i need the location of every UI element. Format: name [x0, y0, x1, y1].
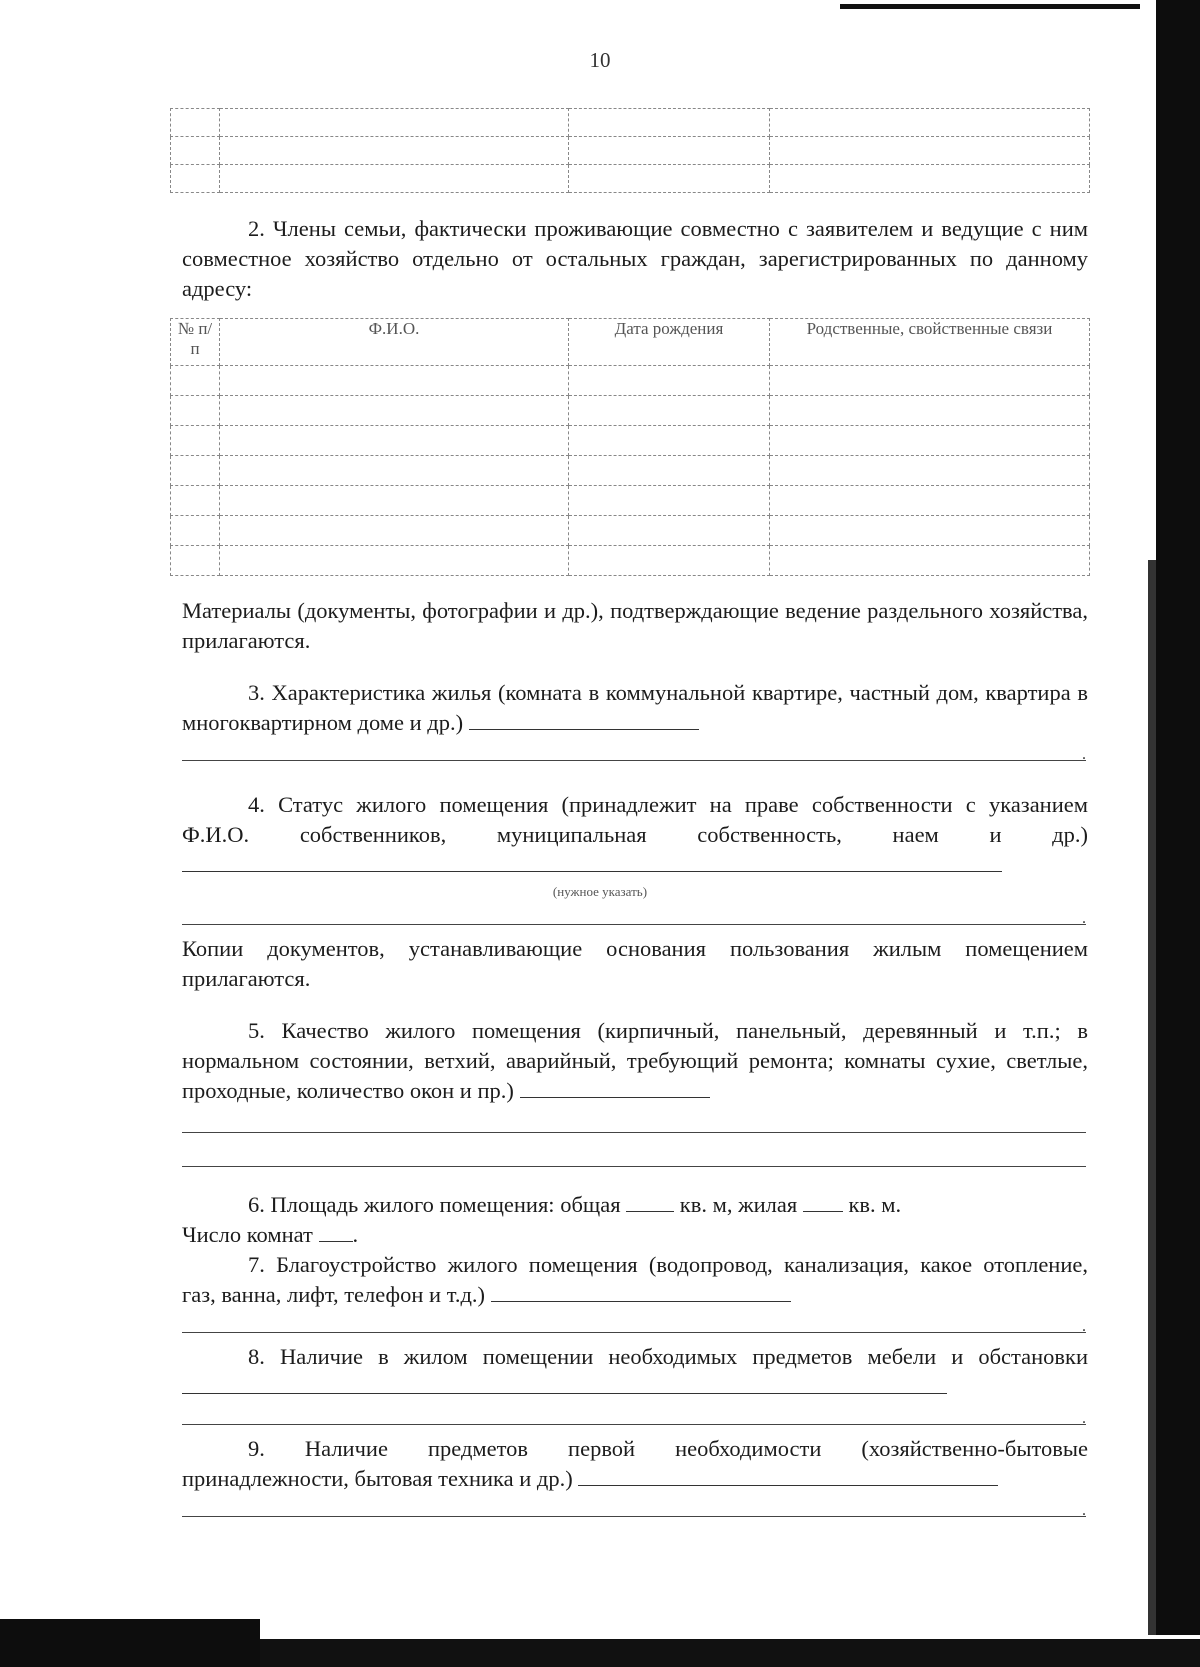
page-number: 10: [589, 48, 611, 72]
section-7-label: 7. Благоустройство жилого помещения (водопровод, канализация, какое отопление, газ, ванна, лифт, телефон и т.д.): [182, 1252, 1088, 1307]
section-7-fill-line[interactable]: [182, 1332, 1086, 1333]
section-2-heading: 2. Члены семьи, фактически проживающие совместно с заявителем и ведущие с ним совместное хозяйство отдельно от остальных граждан, зарегистрированных по данному адресу:: [182, 216, 1088, 301]
rooms-count-line: [182, 1220, 1088, 1250]
table-row: [171, 109, 1090, 137]
area-total-input[interactable]: [626, 1191, 674, 1212]
section-9-fill-line[interactable]: [182, 1516, 1086, 1517]
header-num: № п/п: [171, 319, 220, 366]
hint-note: (нужное указать): [552, 884, 648, 899]
section-7-fill[interactable]: [491, 1281, 791, 1302]
scan-edge-right-shadow: [1148, 560, 1156, 1667]
table-row: [171, 456, 1090, 486]
table-row: [171, 165, 1090, 193]
area-unit: кв. м.: [848, 1192, 902, 1217]
area-total-label: 6. Площадь жилого помещения: общая: [248, 1192, 621, 1217]
table-row: [171, 486, 1090, 516]
section-4-fill-line[interactable]: [182, 924, 1086, 925]
scan-edge-top: [840, 4, 1140, 9]
scan-edge-bottom-left: [0, 1619, 260, 1667]
period: .: [1082, 1318, 1086, 1335]
section-4-label: 4. Статус жилого помещения (принадлежит на праве собственности с указанием Ф.И.О. собственников, муниципальная собственность, наем и др.): [182, 792, 1088, 847]
period: .: [352, 1222, 359, 1247]
section-3-text: [182, 678, 1088, 738]
section-5-fill-line-2[interactable]: [182, 1166, 1086, 1167]
previous-table-continuation: [170, 108, 1090, 193]
section-4-text: [182, 790, 1088, 880]
family-members-table: [170, 318, 1090, 576]
copies-note: Копии документов, устанавливающие основания пользования жилым помещением прилагаются.: [182, 936, 1088, 991]
section-7-text: [182, 1250, 1088, 1310]
table-header-row: [171, 319, 1090, 366]
area-unit-living: кв. м, жилая: [679, 1192, 798, 1217]
table-row: [171, 396, 1090, 426]
scan-edge-right: [1156, 0, 1200, 1667]
rooms-count-input[interactable]: [319, 1221, 353, 1242]
period: .: [1082, 1410, 1086, 1427]
section-5-fill[interactable]: [520, 1077, 710, 1098]
section-4-fill[interactable]: [182, 851, 1002, 872]
section-9-fill[interactable]: [578, 1465, 998, 1486]
table-row: [171, 137, 1090, 165]
section-3-fill[interactable]: [469, 709, 699, 730]
period: .: [1082, 1502, 1086, 1519]
section-6-text: [182, 1190, 1088, 1220]
header-name: Ф.И.О.: [220, 319, 569, 366]
materials-note: Материалы (документы, фотографии и др.), подтверждающие ведение раздельного хозяйства, прилагаются.: [182, 598, 1088, 653]
section-8-fill-line[interactable]: [182, 1424, 1086, 1425]
section-8-fill[interactable]: [182, 1373, 947, 1394]
section-8-label: 8. Наличие в жилом помещении необходимых предметов мебели и обстановки: [248, 1344, 1088, 1369]
section-5-text: [182, 1016, 1088, 1106]
period: .: [1082, 910, 1086, 927]
table-row: [171, 516, 1090, 546]
section-9-label: 9. Наличие предметов первой необходимости (хозяйственно-бытовые принадлежности, бытовая техника и др.): [182, 1436, 1088, 1491]
section-8-text: [182, 1342, 1088, 1402]
table-row: [171, 366, 1090, 396]
section-3-label: 3. Характеристика жилья (комната в коммунальной квартире, частный дом, квартира в многоквартирном доме и др.): [182, 680, 1088, 735]
section-5-label: 5. Качество жилого помещения (кирпичный, панельный, деревянный и т.п.; в нормальном состоянии, ветхий, аварийный, требующий ремонта; комнаты сухие, светлые, проходные, количество окон и пр.): [182, 1018, 1088, 1103]
area-living-input[interactable]: [803, 1191, 843, 1212]
period: .: [1082, 746, 1086, 763]
header-relation: Родственные, свойственные связи: [770, 319, 1090, 366]
section-9-text: [182, 1434, 1088, 1494]
rooms-count-label: Число комнат: [182, 1222, 313, 1247]
table-row: [171, 426, 1090, 456]
section-5-fill-line-1[interactable]: [182, 1132, 1086, 1133]
table-row: [171, 546, 1090, 576]
header-birth-date: Дата рождения: [569, 319, 770, 366]
section-3-fill-line[interactable]: [182, 760, 1086, 761]
